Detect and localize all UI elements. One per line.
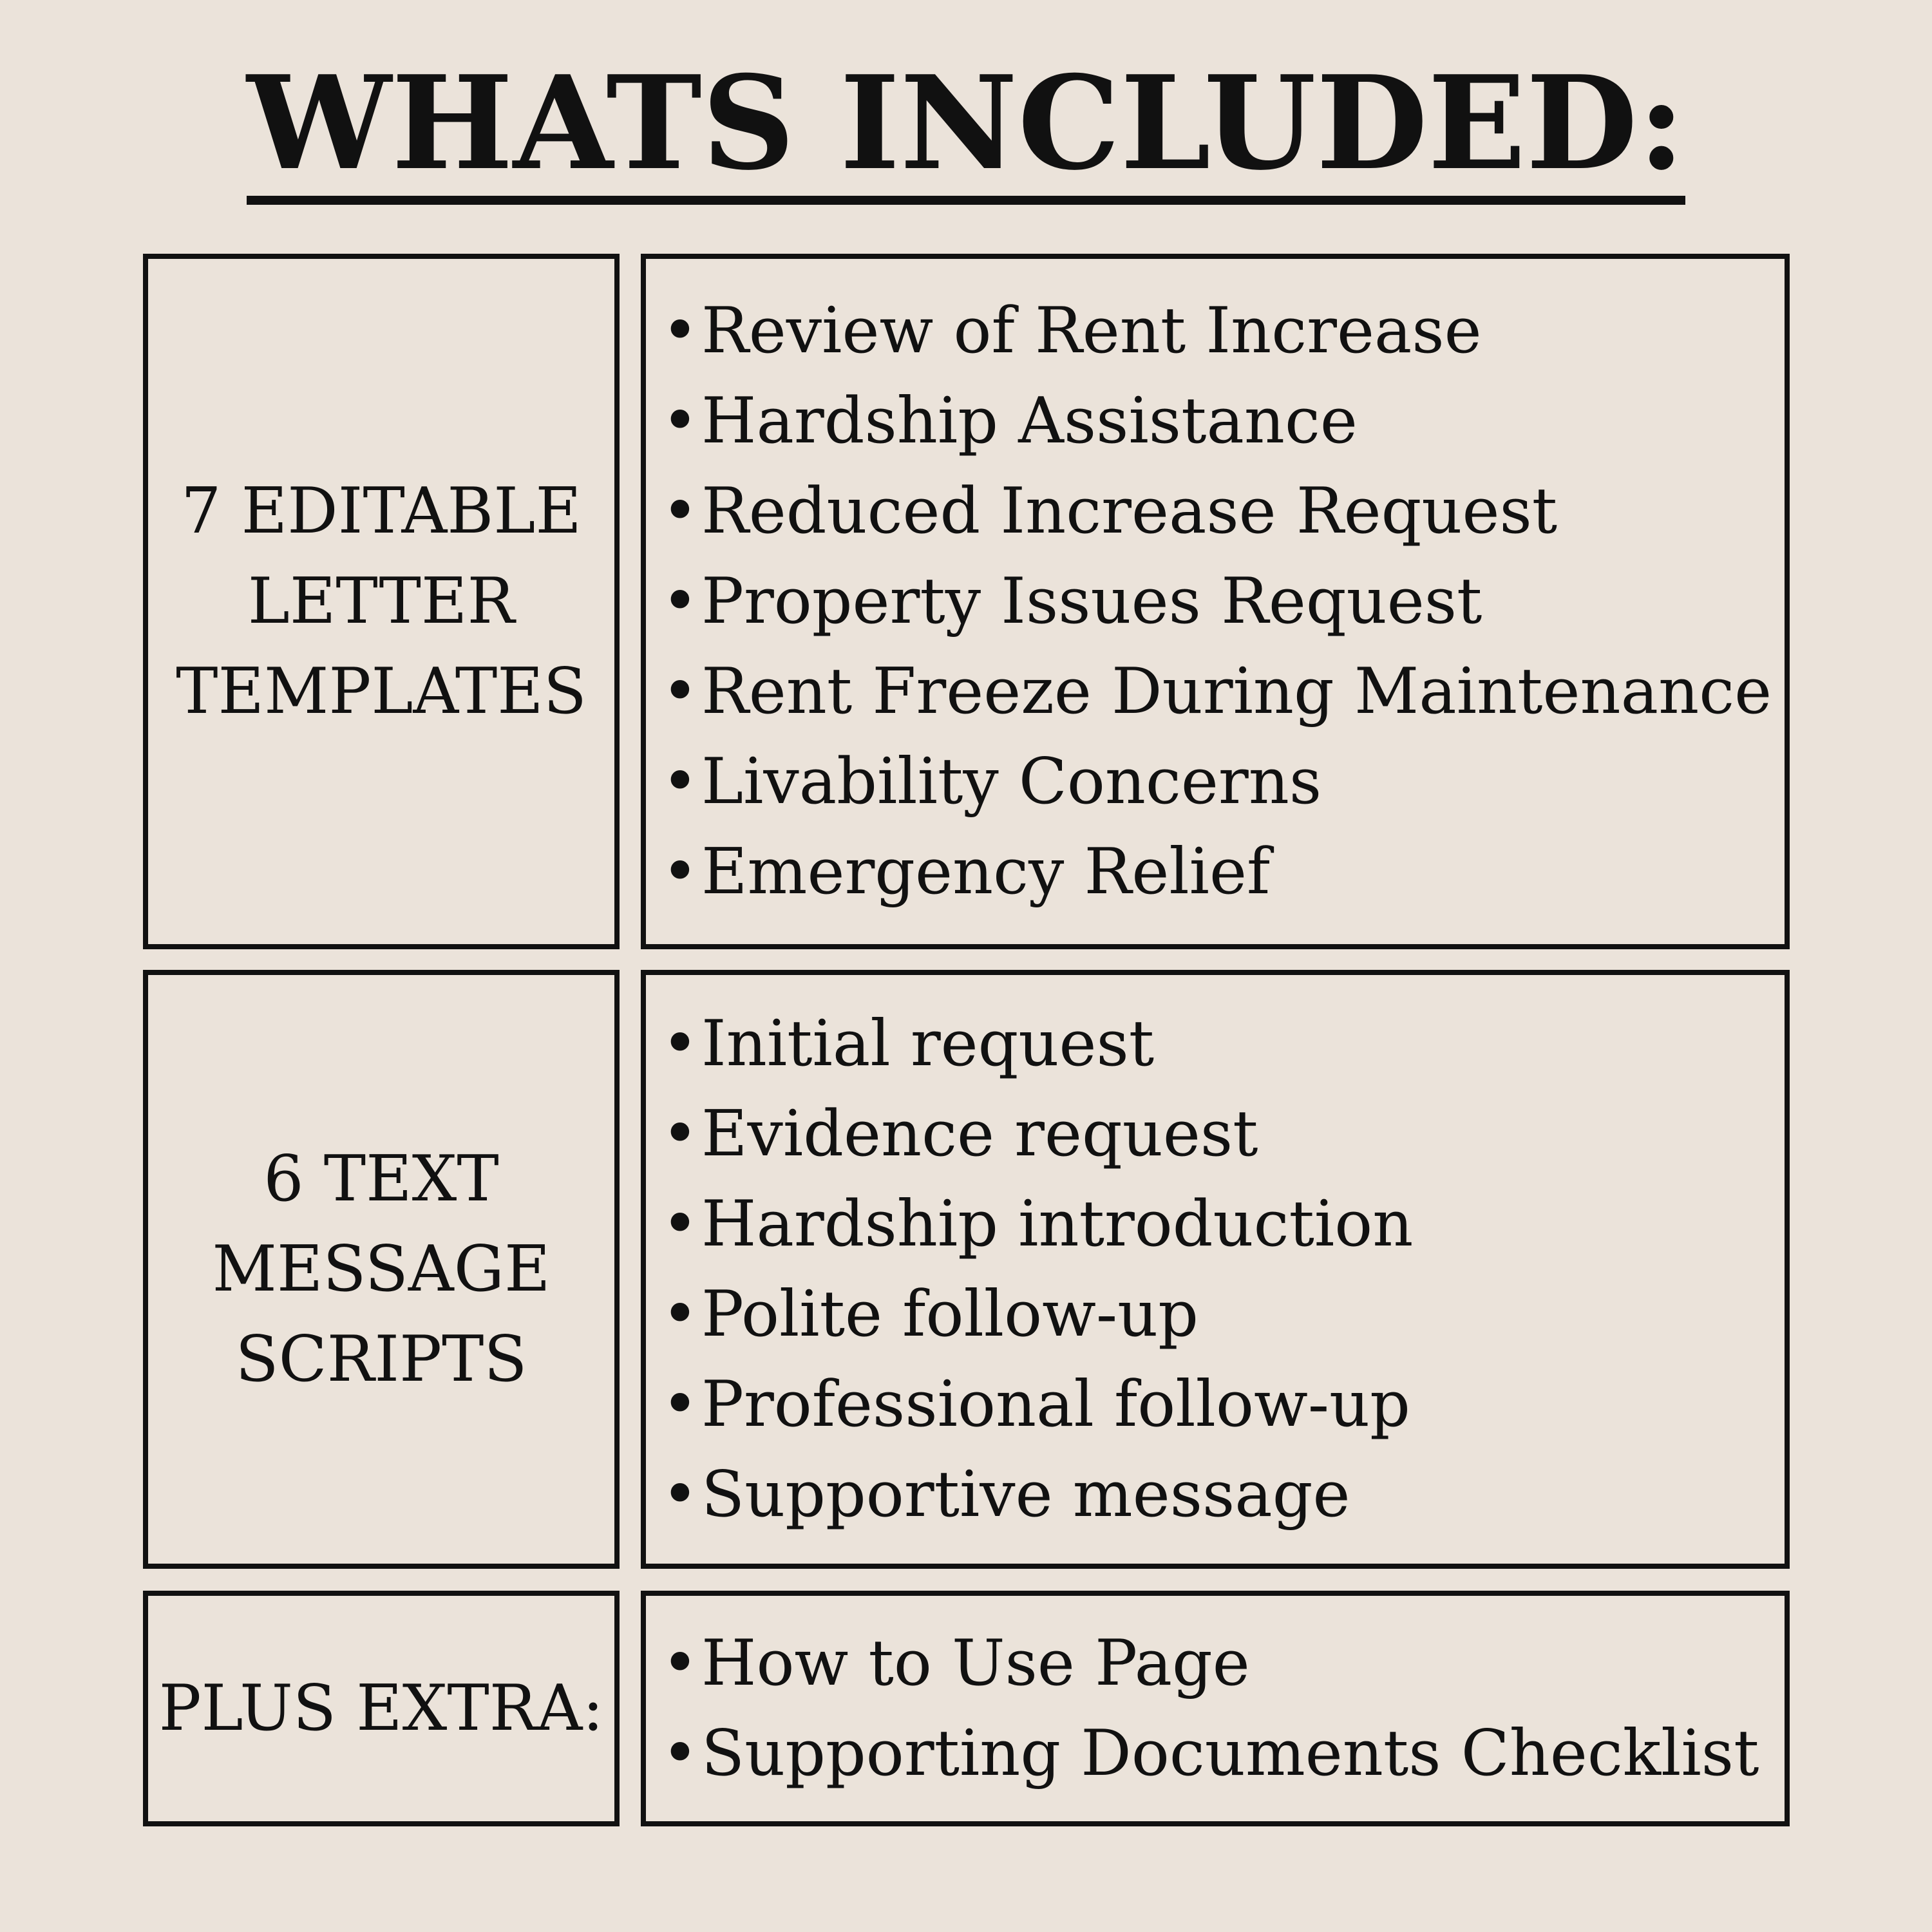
bullet-icon: •: [661, 1278, 699, 1351]
list-item-text: Livability Concerns: [701, 745, 1322, 819]
list-item: [661, 1709, 1785, 1799]
bullet-icon: •: [661, 1097, 699, 1171]
list-item-text: How to Use Page: [701, 1627, 1250, 1700]
list-item: [661, 376, 1785, 466]
list-item: [661, 647, 1785, 737]
page-title-text: WHATS INCLUDED:: [247, 52, 1685, 205]
section-label-box-plus-extra: [143, 1591, 620, 1826]
list-item-text: Review of Rent Increase: [701, 294, 1482, 368]
section-label-plus-extra: PLUS EXTRA:: [158, 1672, 604, 1745]
list-item-text: Professional follow-up: [701, 1368, 1410, 1441]
list-item-text: Hardship Assistance: [701, 384, 1358, 458]
bullet-icon: •: [661, 1627, 699, 1700]
bullet-icon: •: [661, 565, 699, 638]
bullet-icon: •: [661, 294, 699, 368]
section-list-box-plus-extra: [641, 1591, 1790, 1826]
section-label-letter-templates: 7 EDITABLE LETTER TEMPLATES: [176, 475, 587, 728]
section-list-box-letter-templates: [641, 254, 1790, 949]
list-item-text: Reduced Increase Request: [701, 475, 1558, 548]
bullet-icon: •: [661, 384, 699, 458]
list-item-text: Emergency Relief: [701, 835, 1271, 909]
bullet-icon: •: [661, 835, 699, 909]
list-item: [661, 1450, 1785, 1540]
list-item: [661, 286, 1785, 376]
list-item: [661, 466, 1785, 556]
bullet-icon: •: [661, 1717, 699, 1790]
bullet-icon: •: [661, 1007, 699, 1081]
list-item: [661, 999, 1785, 1089]
list-item: [661, 1359, 1785, 1450]
list-item: [661, 827, 1785, 917]
list-item-text: Rent Freeze During Maintenance: [701, 655, 1772, 728]
list-item: [661, 1618, 1785, 1709]
list-item: [661, 1179, 1785, 1269]
section-label-text-scripts: 6 TEXT MESSAGE SCRIPTS: [212, 1142, 551, 1396]
list-item-text: Hardship introduction: [701, 1188, 1414, 1261]
page-title: [0, 48, 1932, 205]
list-item: [661, 1269, 1785, 1359]
list-item: [661, 737, 1785, 827]
list-item-text: Supportive message: [701, 1458, 1350, 1531]
list-item-text: Polite follow-up: [701, 1278, 1198, 1351]
section-list-box-text-scripts: [641, 970, 1790, 1569]
section-label-box-text-scripts: [143, 970, 620, 1569]
bullet-icon: •: [661, 655, 699, 728]
list-item-text: Property Issues Request: [701, 565, 1482, 638]
list-item: [661, 556, 1785, 647]
list-item: [661, 1089, 1785, 1179]
bullet-icon: •: [661, 475, 699, 548]
bullet-icon: •: [661, 1368, 699, 1441]
list-item-text: Initial request: [701, 1007, 1155, 1081]
section-label-box-letter-templates: [143, 254, 620, 949]
bullet-icon: •: [661, 745, 699, 819]
list-item-text: Evidence request: [701, 1097, 1258, 1171]
bullet-icon: •: [661, 1458, 699, 1531]
bullet-icon: •: [661, 1188, 699, 1261]
list-item-text: Supporting Documents Checklist: [701, 1717, 1759, 1790]
